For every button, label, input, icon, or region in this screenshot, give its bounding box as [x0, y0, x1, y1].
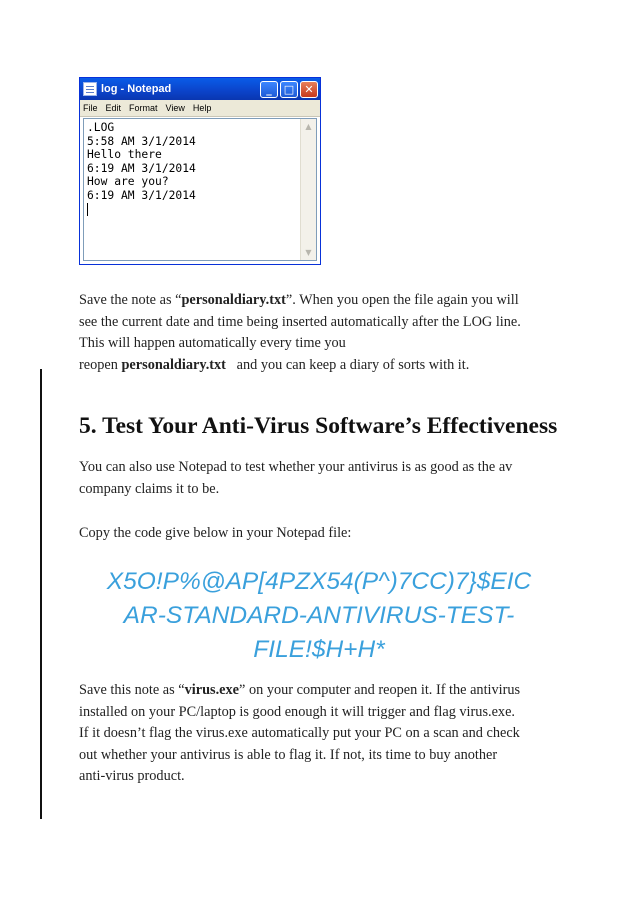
- eicar-test-string: X5O!P%@AP[4PZX54(P^)7CC)7}$EIC AR-STANDARD-ANTIVIRUS-TEST- FILE!$H+H*: [106, 568, 532, 663]
- text-caret: [87, 203, 88, 216]
- notepad-text-area[interactable]: [84, 119, 300, 260]
- notepad-title-bar: [80, 78, 320, 100]
- paragraph-intro: You can also use Notepad to test whether your antivirus is as good as the av company claims it to be.: [79, 459, 513, 497]
- menu-view[interactable]: View: [165, 103, 185, 113]
- paragraph-copy-code: Copy the code give below in your Notepad file:: [79, 525, 352, 541]
- close-button[interactable]: ✕: [300, 81, 318, 98]
- text-line: .LOG: [87, 121, 115, 134]
- text-line: 5:58 AM 3/1/2014: [87, 134, 196, 148]
- paragraph-virus-test: Save this note as “virus.exe” on your computer and reopen it. If the antivirus installed on your PC/laptop is good enough it will trigger and flag virus.exe. If it doesn’t flag the virus.exe automatically put your PC on a scan and check out whether your antivirus is able to flag it. If not, its time to buy another anti-virus product.: [79, 682, 521, 784]
- menu-help[interactable]: Help: [192, 103, 212, 113]
- text-line: 6:19 AM 3/1/2014: [87, 161, 196, 175]
- scroll-up-icon[interactable]: ▲: [305, 122, 312, 131]
- text-line: 6:19 AM 3/1/2014: [87, 188, 196, 202]
- notepad-icon: [83, 82, 97, 96]
- section-heading: 5. Test Your Anti-Virus Software’s Effectiveness: [79, 413, 558, 439]
- minimize-button[interactable]: _: [260, 81, 278, 98]
- notepad-menu-bar: [80, 100, 320, 117]
- left-margin-rule: [40, 369, 42, 819]
- menu-edit[interactable]: Edit: [105, 103, 122, 113]
- notepad-editor[interactable]: [83, 118, 317, 261]
- notepad-window: [79, 77, 321, 265]
- text-line: How are you?: [87, 175, 169, 188]
- scroll-down-icon[interactable]: ▼: [305, 248, 312, 257]
- notepad-title: log - Notepad: [101, 83, 172, 95]
- menu-file[interactable]: File: [83, 103, 98, 113]
- paragraph-save-note: Save the note as “personaldiary.txt”. When you open the file again you will see the current date and time being inserted automatically after the LOG line. This will happen automatically every time you reopen personaldiary.txt and you can keep a diary of sorts with it.: [79, 292, 521, 373]
- vertical-scrollbar[interactable]: [300, 119, 316, 260]
- text-line: Hello there: [87, 148, 162, 161]
- maximize-button[interactable]: □: [280, 81, 298, 98]
- menu-format[interactable]: Format: [129, 103, 158, 113]
